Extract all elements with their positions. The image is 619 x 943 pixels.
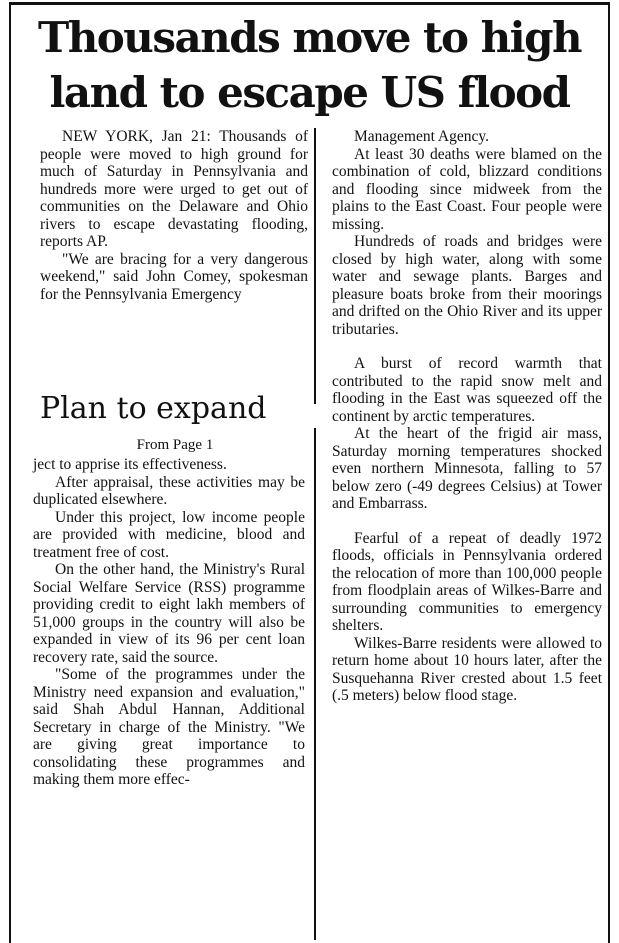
column-rule	[314, 128, 316, 404]
flood-paragraph: At the heart of the frigid air mass, Saturday morning temperatures shocked even northern Minnesota, falling to 57 below zero (-49 degrees Celsius) at Tower and Embarrass.	[332, 425, 602, 512]
flood-paragraph: Wilkes-Barre residents were allowed to return home about 10 hours later, after the Susquehanna River crested about 1.5 feet (.5 meters) below flood stage.	[332, 634, 602, 704]
flood-story-left-column	[40, 128, 308, 303]
second-story-paragraph: ject to apprise its effectiveness.	[33, 456, 227, 473]
flood-story-right-column	[332, 128, 602, 705]
flood-paragraph: NEW YORK, Jan 21: Thousands of people were moved to high ground for much of Saturday in Pennsylvania and hundreds more were urged to get out of communities on the Delaware and Ohio rivers to escape devastating flooding, reports AP.	[40, 128, 308, 250]
left-border-rule	[9, 2, 11, 943]
flood-paragraph: "We are bracing for a very dangerous weekend," said John Comey, spokesman for the Pennsylvania Emergency	[40, 250, 308, 303]
second-story-paragraph: On the other hand, the Ministry's Rural Social Welfare Service (RSS) programme providing credit to eight lakh members of 51,000 groups in the country will also be expanded in view of its 96 per cent loan recovery rate, said the source.	[33, 561, 305, 666]
second-story-kicker: Plan to expand	[40, 391, 267, 426]
second-story-paragraph: After appraisal, these activities may be duplicated elsewhere.	[33, 473, 305, 508]
flood-paragraph: Management Agency.	[354, 128, 490, 145]
second-story-paragraph: Under this project, low income people are provided with medicine, blood and treatment free of cost.	[33, 508, 305, 561]
right-border-rule	[608, 2, 610, 943]
flood-paragraph: Hundreds of roads and bridges were closed by high water, along with some water and sewage plants. Barges and pleasure boats broke from their moorings and drifted on the Ohio River and its upper tributaries.	[332, 233, 602, 338]
column-rule-lower	[314, 428, 316, 940]
headline-line-1: Thousands move to high	[37, 13, 581, 62]
headline	[20, 10, 599, 120]
second-story-column	[33, 456, 305, 789]
continued-from-label: From Page 1	[136, 437, 214, 453]
flood-paragraph: At least 30 deaths were blamed on the combination of cold, blizzard conditions and flooding since midweek from the plains to the East Coast. Four people were missing.	[332, 145, 602, 233]
headline-line-2: land to escape US flood	[49, 68, 570, 117]
flood-paragraph: Fearful of a repeat of deadly 1972 floods, officials in Pennsylvania ordered the relocation of more than 100,000 people from floodplain areas of Wilkes-Barre and surrounding communities to emergency shelters.	[332, 529, 602, 634]
top-border-rule	[9, 2, 610, 5]
second-story-paragraph: "Some of the programmes under the Ministry need expansion and evaluation," said Shah Abdul Hannan, Additional Secretary in charge of the Ministry. "We are giving great importance to consolidating these programmes and making them more effec-	[33, 666, 305, 788]
flood-paragraph: A burst of record warmth that contributed to the rapid snow melt and flooding in the East was squeezed off the continent by arctic temperatures.	[332, 355, 602, 425]
